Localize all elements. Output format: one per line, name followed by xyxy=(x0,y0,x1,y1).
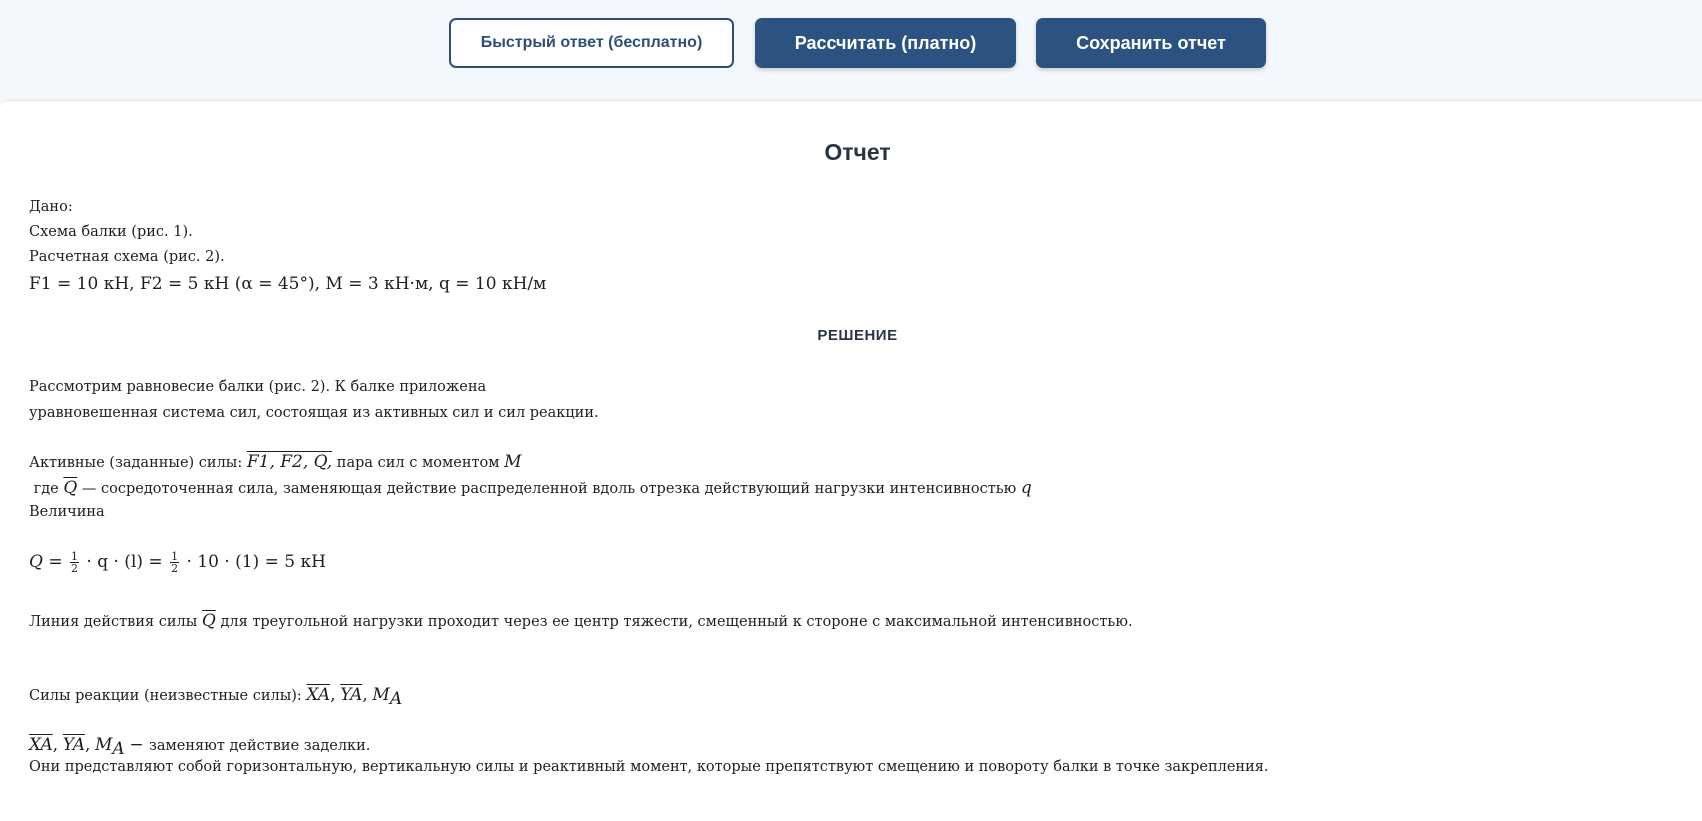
reactions-line: Силы реакции (неизвестные силы): $\overline{XA}$, $\overline{YA}$, $M_A$ xyxy=(29,685,403,709)
calculate-button[interactable]: Рассчитать (платно) xyxy=(755,18,1016,68)
formula-line xyxy=(29,551,326,574)
intensity-symbol: q xyxy=(1020,478,1032,498)
active-forces-line xyxy=(29,452,522,472)
where-prefix: где xyxy=(33,481,59,497)
line-of-action-text: для треугольной нагрузки проходит через ее центр тяжести, смещенный к стороне с максимальной интенсивностью. xyxy=(220,614,1133,630)
toolbar xyxy=(0,0,1702,100)
reaction-moment: M xyxy=(95,735,113,755)
fraction: $\frac{1}{2}$ xyxy=(171,550,179,575)
paragraph-line: Рассмотрим равновесие балки (рис. 2). К балке приложена xyxy=(29,379,487,395)
solution-heading: РЕШЕНИЕ xyxy=(817,327,898,344)
reaction-xa: $\overline{XA}$ xyxy=(306,685,331,705)
report-panel xyxy=(0,100,1702,821)
q-vector: $\overline{Q}$ xyxy=(63,478,78,498)
active-forces-vectors: F1, F2, Q, xyxy=(246,452,333,472)
reaction-ya: $\overline{YA}$ xyxy=(340,685,363,705)
last-line: Они представляют собой горизонтальную, вертикальную силы и реактивный момент, которые препятствуют смещению и повороту балки в точке закрепления. xyxy=(29,759,1269,775)
params-line: F1 = 10 кН, F2 = 5 кН (α = 45°), M = 3 кН·м, q = 10 кН/м xyxy=(29,274,547,294)
active-forces-suffix: пара сил с моментом xyxy=(336,455,500,471)
q-vector: $\overline{Q}$ xyxy=(201,611,216,631)
reaction-xa: $\overline{XA}$ xyxy=(29,735,53,755)
formula-mid: · q · (l) = xyxy=(86,552,163,572)
quick-answer-button[interactable]: Быстрый ответ (бесплатно) xyxy=(449,18,734,68)
line-of-action-prefix: Линия действия силы xyxy=(29,614,198,630)
line-of-action xyxy=(29,611,1133,631)
formula-left: Q = xyxy=(29,552,63,572)
scheme-line: Схема балки (рис. 1). xyxy=(29,224,193,240)
fraction: $\frac{1}{2}$ xyxy=(71,550,78,575)
replace-line: $\overline{XA}$, $\overline{YA}$, $M_A$ − заменяют действие заделки. xyxy=(29,735,371,759)
save-report-button[interactable]: Сохранить отчет xyxy=(1036,18,1266,68)
reaction-moment: M xyxy=(372,685,390,705)
paragraph-line: уравновешенная система сил, состоящая из активных сил и сил реакции. xyxy=(29,405,599,421)
given-label: Дано: xyxy=(29,199,73,215)
magnitude-label: Величина xyxy=(29,504,105,520)
calc-scheme-line: Расчетная схема (рис. 2). xyxy=(29,249,225,265)
moment-symbol: M xyxy=(504,452,522,472)
report-title: Отчет xyxy=(824,139,891,165)
formula-right: · 10 · (1) = 5 кН xyxy=(186,552,326,572)
where-text: — сосредоточенная сила, заменяющая действие распределенной вдоль отрезка действующий нагрузки интенсивностью xyxy=(81,481,1017,497)
active-forces-prefix: Активные (заданные) силы: xyxy=(29,455,243,471)
replace-suffix: заменяют действие заделки. xyxy=(148,738,371,754)
reactions-prefix: Силы реакции (неизвестные силы): xyxy=(29,688,302,704)
reaction-ya: $\overline{YA}$ xyxy=(62,735,85,755)
where-line xyxy=(29,478,1032,498)
